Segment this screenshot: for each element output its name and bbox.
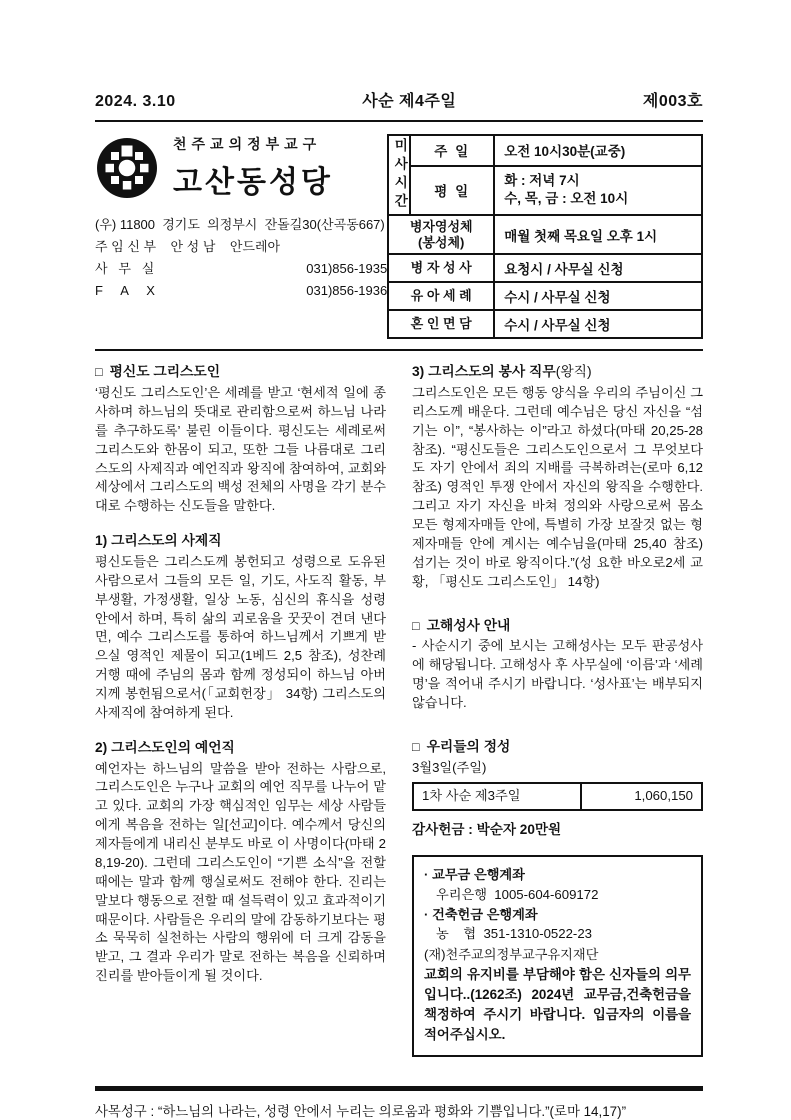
- section-title: 우리들의 정성: [426, 738, 511, 754]
- bank-item-label: 교무금 은행계좌: [432, 866, 525, 882]
- section-title: 2) 그리스도인의 예언직: [95, 739, 235, 755]
- weekday-time-2: 수, 목, 금 : 오전 10시: [504, 191, 629, 207]
- dot-bullet-icon: ·: [424, 906, 429, 922]
- pastoral-verse: 사목성구 : “하느님의 나라는, 성령 안에서 누리는 의로움과 평화와 기쁨입니다.”(로마 14,17)”: [95, 1104, 627, 1120]
- communion-time: 매월 첫째 목요일 오후 1시: [494, 215, 702, 254]
- thanks-offering-line: 감사헌금 : 박순자 20만원: [412, 821, 562, 837]
- marriage-label: 혼 인 면 담: [388, 310, 494, 338]
- bank-account-number: 농 협 351-1310-0522-23: [436, 926, 592, 942]
- section-priestly-office: [95, 531, 386, 723]
- offering-row-label: 1차 사순 제3주일: [413, 783, 581, 810]
- section-title: 고해성사 안내: [426, 617, 511, 633]
- section-title: 3) 그리스도의 봉사 직무: [412, 364, 556, 380]
- baptism-label: 유 아 세 례: [388, 282, 494, 310]
- sunday-time: 오전 10시30분(교중): [494, 135, 702, 166]
- bank-item-title: [424, 905, 691, 925]
- section-lay-christian: [95, 362, 386, 516]
- table-row: [388, 310, 702, 338]
- issue-number: 제003호: [642, 93, 703, 110]
- communion-label-1: 병자영성체: [409, 219, 473, 234]
- section-body: 예언자는 하느님의 말씀을 받아 전하는 사람으로, 그리스도인은 누구나 교회의 예언 직무를 나누어 맡고 있다. 교회의 가장 핵심적인 임무는 세상 사람들에게 복음을 전하는 일[선교]이다. 예수께서 당신의 제자들에게 내리신 분부도 바로 이 사명이다(마태 28,19-20). 그런데 그리스도인이 “기쁜 소식”을 전할 때에는 말과 함께 행실로써도 전해야 한다. 진리는 말보다 행동으로 전할 때 설득력이 있고 효과적이기 때문이다. 사람들은 우리의 말에 감동하기보다는 평소 묵묵히 실천하는 사람의 행위에 더 크게 감동을 받고, 그 결과 우리가 말로 전하는 복음을 신뢰하며 진리를 받아들이게 될 것이다.: [95, 760, 386, 984]
- section-title: 1) 그리스도의 사제직: [95, 533, 222, 549]
- church-name: 고산동성당: [173, 166, 333, 199]
- section-body: 평신도들은 그리스도께 봉헌되고 성령으로 도유된 사람으로서 그들의 모든 일, 기도, 사도직 활동, 부부생활, 가정생활, 일상 노동, 심신의 휴식을 성령 안에서 하며, 특히 삶의 괴로움을 꿋꿋이 견뎌 낸다면, 예수 그리스도를 통하여 하느님께서 기쁘게 받으실 영적인 제물이 되고(1베드 2,5 참조), 성찬례 거행 때에 주님의 몸과 함께 정성되이 하느님 아버지께 봉헌됨으로서(「교회헌장」 34항) 그리스도의 사제직에 참여하게 된다.: [95, 553, 386, 720]
- section-body: ‘평신도 그리스도인’은 세례를 받고 ‘현세적 일에 종사하며 하느님의 뜻대로 관리함으로써 하느님 나라를 추구하도록’ 불린 이들이다. 평신도는 세례로써 그리스도와 한몸이 되고, 또한 그들 나름대로 그리스도의 사제직과 예언직과 왕직에 참여하여, 교회와 세상에서 그리스도의 백성 전체의 사명을 각기 분수대로 수행하는 신도들을 말한다.: [95, 385, 386, 514]
- office-phone: 031)856-1935: [306, 261, 388, 277]
- fax-label: F A X: [95, 283, 155, 299]
- weekday-times: [494, 166, 702, 215]
- table-row: [388, 166, 702, 215]
- bank-item-label: 건축헌금 은행계좌: [432, 906, 538, 922]
- section-heading: [412, 616, 703, 636]
- church-emblem-icon: [95, 136, 159, 200]
- church-info: [95, 134, 387, 302]
- mass-time-group-label: 미사시간: [388, 135, 410, 215]
- section-heading: [95, 531, 386, 551]
- mass-schedule-table: [387, 134, 703, 339]
- pastor-line: 주 임 신 부 안 성 남 안드레아: [95, 239, 281, 255]
- section-confession-notice: [412, 616, 703, 713]
- section-title: 평신도 그리스도인: [109, 364, 221, 380]
- section-body: 그리스도인은 모든 행동 양식을 우리의 주님이신 그리스도께 배운다. 그런데 예수님은 당신 자신을 “섬기는 이”, “봉사하는 이”라고 하셨다(마태 20,25-28 참조). “평신도들은 그리스도인으로서 그 무엇보다도 자기 안에서 죄의 지배를 극복하려는(로마 6,12 참조) 영적인 투쟁 안에서 자신의 왕직을 수행한다. 그리고 자기 자신을 바쳐 정의와 사랑으로써 몸소 모든 형제자매들 안에, 특별히 가장 보잘것 없는 형제자매들 안에 계시는 예수님을(마태 25,40 참조) 섬기는 것이 바로 왕직이다.”(성 요한 바오로2세 교황, 「평신도 그리스도인」 14항): [412, 384, 703, 589]
- anointing-value: 요청시 / 사무실 신청: [494, 254, 702, 282]
- marriage-value: 수시 / 사무실 신청: [494, 310, 702, 338]
- communion-label: [388, 215, 494, 254]
- section-prophetic-office: [95, 738, 386, 986]
- diocese-name: 천주교의정부교구: [173, 136, 322, 152]
- church-contact: [95, 214, 387, 302]
- section-heading: [95, 738, 386, 758]
- office-label: 사 무 실: [95, 261, 155, 277]
- weekday-time-1: 화 : 저녁 7시: [504, 173, 580, 189]
- table-row: [388, 254, 702, 282]
- dot-bullet-icon: ·: [424, 866, 429, 882]
- fax-number: 031)856-1936: [306, 283, 388, 299]
- office-phone-line: [95, 258, 387, 280]
- offering-date: 3월3일(주일): [412, 759, 487, 775]
- section-kingly-office: [412, 362, 703, 591]
- baptism-value: 수시 / 사무실 신청: [494, 282, 702, 310]
- masthead: [95, 88, 703, 122]
- foundation-name: (재)천주교의정부교구유지재단: [424, 947, 599, 963]
- offering-amount: 1,060,150: [581, 783, 702, 810]
- body-columns: [95, 362, 703, 1072]
- left-column: [95, 362, 386, 1072]
- section-heading: [95, 362, 386, 382]
- offering-table: [412, 782, 703, 811]
- sunday-label: 주 일: [410, 135, 494, 166]
- communion-label-2: (봉성체): [418, 234, 465, 250]
- info-band: [95, 122, 703, 351]
- section-heading: [412, 362, 703, 382]
- table-row: [413, 783, 702, 810]
- table-row: [388, 282, 702, 310]
- weekday-label: 평 일: [410, 166, 494, 215]
- bank-account-box: [412, 855, 703, 1057]
- square-bullet-icon: □: [412, 739, 420, 754]
- square-bullet-icon: □: [412, 618, 420, 633]
- section-offerings: [412, 737, 703, 1057]
- anointing-label: 병 자 성 사: [388, 254, 494, 282]
- right-column: [412, 362, 703, 1072]
- bank-item-title: [424, 865, 691, 885]
- dues-notice: 교회의 유지비를 부담해야 함은 신자들의 의무입니다..(1262조) 2024년 교무금,건축헌금을 책정하여 주시기 바랍니다. 입금자의 이름을 적어주십시오.: [424, 966, 691, 1043]
- section-heading: [412, 737, 703, 757]
- fax-line: [95, 280, 387, 302]
- table-row: [388, 135, 702, 166]
- table-row: [388, 215, 702, 254]
- footer-divider: [95, 1086, 703, 1091]
- square-bullet-icon: □: [95, 365, 103, 380]
- page-title: 사순 제4주일: [362, 93, 457, 110]
- bank-account-number: 우리은행 1005-604-609172: [436, 886, 599, 902]
- church-address: (우) 11800 경기도 의정부시 잔돌길30(산곡동667): [95, 217, 385, 232]
- issue-date: 2024. 3.10: [95, 93, 176, 110]
- section-title-suffix: (왕직): [555, 364, 592, 380]
- section-body: - 사순시기 중에 보시는 고해성사는 모두 판공성사에 해당됩니다. 고해성사 후 사무실에 ‘이름’과 ‘세례명’을 적어내 주시기 바랍니다. ‘성사표’는 배부되지 않습니다.: [412, 638, 703, 711]
